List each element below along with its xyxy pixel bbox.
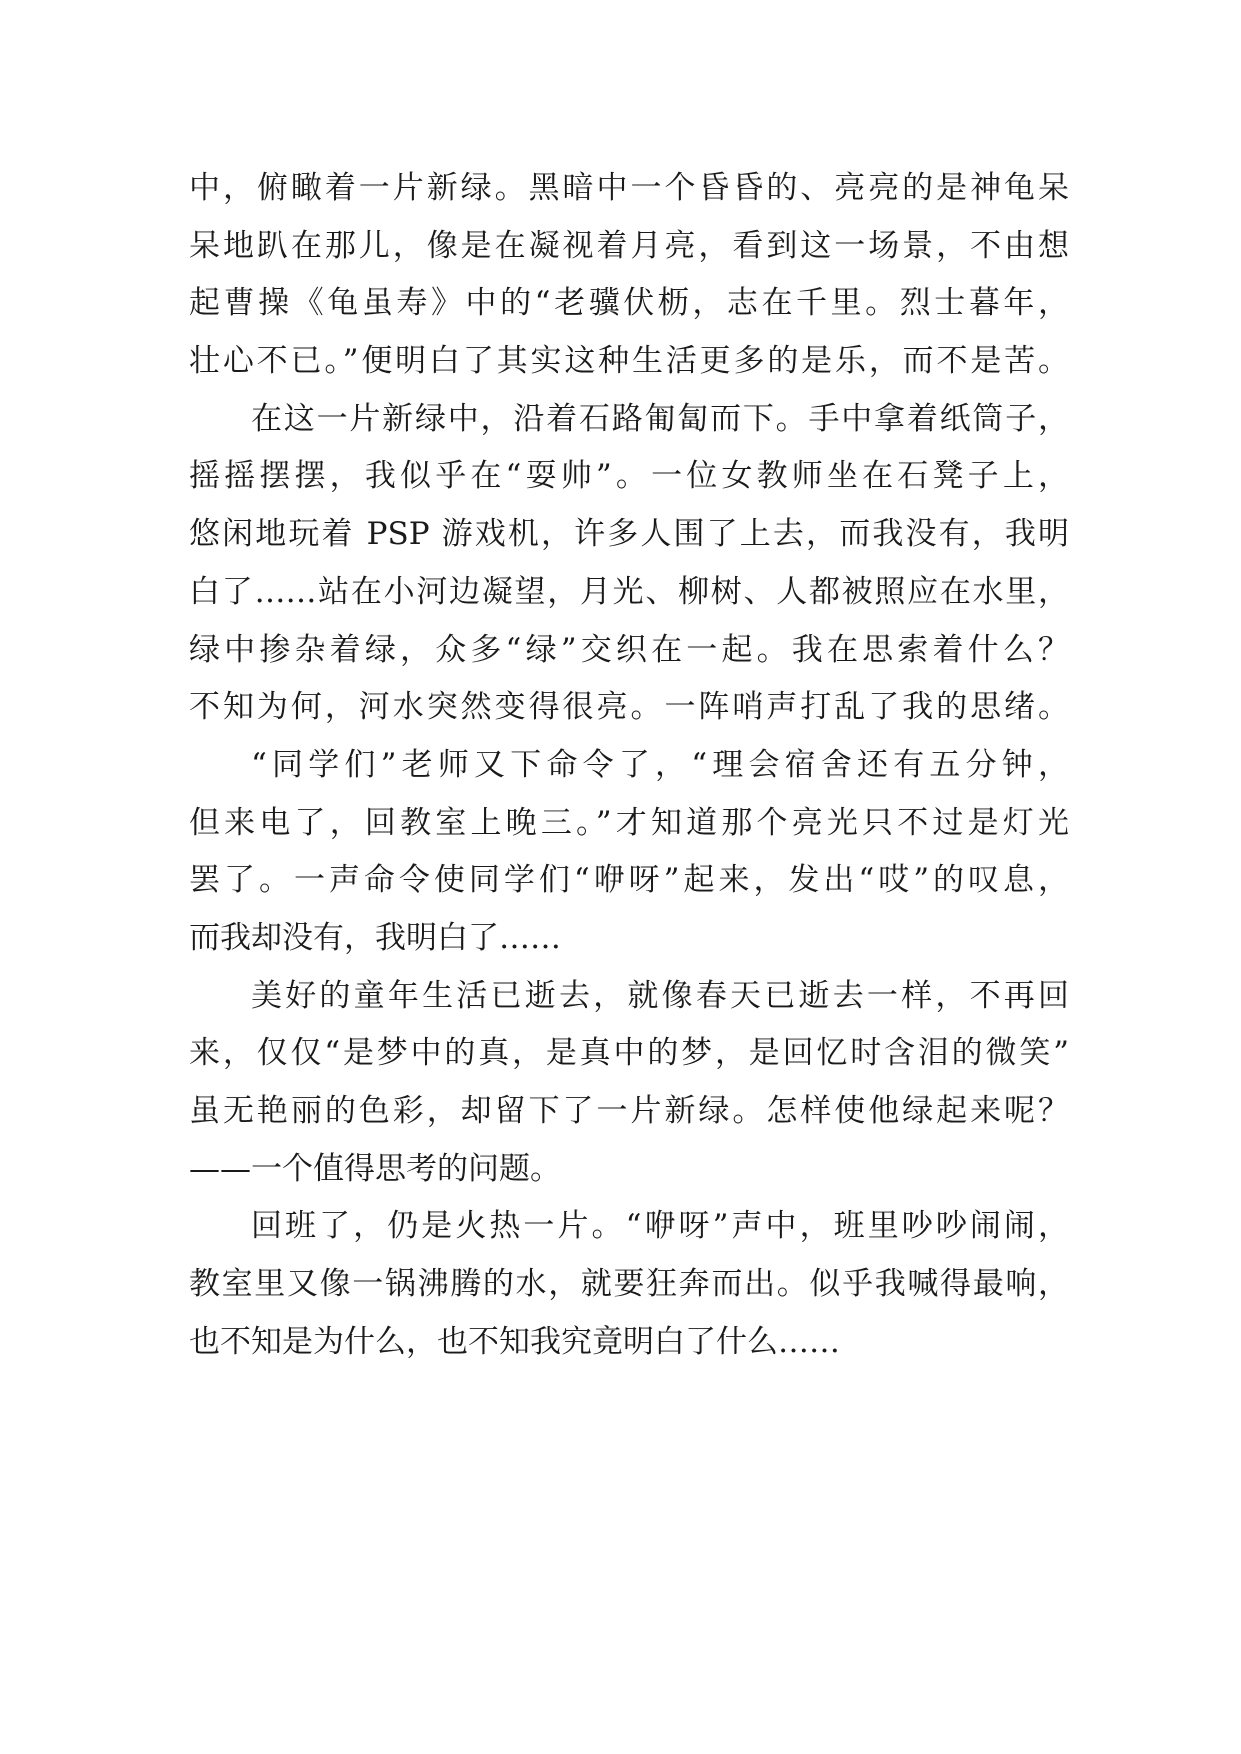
paragraph-first-line: “同学们”老师又下命令了，“理会宿舍还有五分钟， [251,746,1069,783]
text-line: 中，俯瞰着一片新绿。黑暗中一个昏昏的、亮亮的是神龟呆 [189,170,1069,206]
body-text [189,160,1069,1371]
paragraph-last-line: ——一个值得思考的问题。 [189,1150,561,1187]
text-line: 罢了。一声命令使同学们“咿呀”起来，发出“哎”的叹息， [189,862,1069,899]
text-line: 教室里又像一锅沸腾的水，就要狂奔而出。似乎我喊得最响， [189,1266,1069,1303]
paragraph-last-line: 也不知是为什么，也不知我究竟明白了什么…… [189,1323,840,1360]
text-line: 但来电了，回教室上晚三。”才知道那个亮光只不过是灯光 [189,804,1069,841]
paragraph-first-line: 回班了，仍是火热一片。“咿呀”声中，班里吵吵闹闹， [251,1208,1069,1245]
paragraph-last-line: 而我却没有，我明白了…… [189,919,561,956]
text-line: 呆地趴在那儿，像是在凝视着月亮，看到这一场景，不由想 [189,227,1069,264]
text-line: 不知为何，河水突然变得很亮。一阵哨声打乱了我的思绪。 [189,689,1069,726]
text-line: 壮心不已。”便明白了其实这种生活更多的是乐，而不是苦。 [189,343,1069,380]
text-line: 悠闲地玩着 PSP 游戏机，许多人围了上去，而我没有，我明 [189,516,1069,553]
paragraph-first-line: 在这一片新绿中，沿着石路匍匐而下。手中拿着纸筒子， [251,400,1069,437]
text-line: 摇摇摆摆，我似乎在“耍帅”。一位女教师坐在石凳子上， [189,458,1069,495]
text-line: 绿中掺杂着绿，众多“绿”交织在一起。我在思索着什么？ [189,631,1069,668]
text-line: 虽无艳丽的色彩，却留下了一片新绿。怎样使他绿起来呢？ [189,1093,1069,1129]
text-line: 来，仅仅“是梦中的真，是真中的梦，是回忆时含泪的微笑” [189,1035,1069,1072]
text-line: 起曹操《龟虽寿》中的“老骥伏枥，志在千里。烈士暮年， [189,285,1069,322]
text-line: 白了……站在小河边凝望，月光、柳树、人都被照应在水里， [189,573,1069,610]
paragraph-first-line: 美好的童年生活已逝去，就像春天已逝去一样，不再回 [251,977,1069,1014]
